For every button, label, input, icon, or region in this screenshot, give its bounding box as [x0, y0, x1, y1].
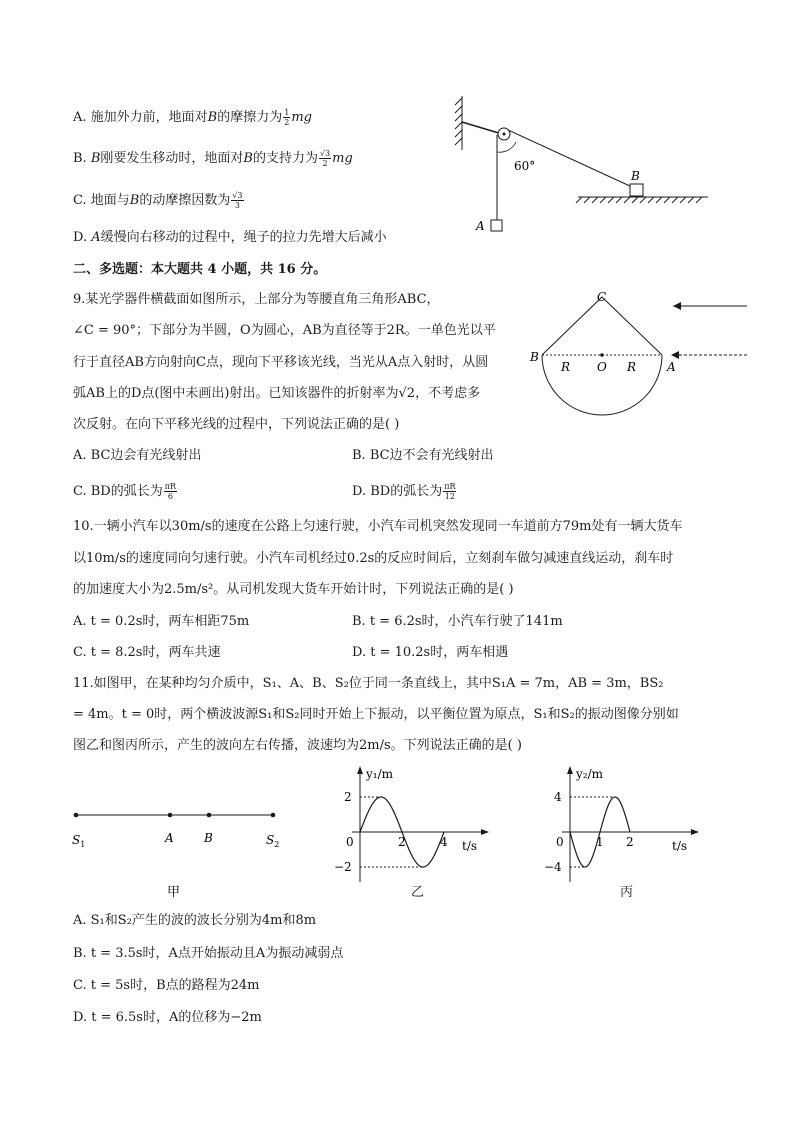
label-a: A — [476, 219, 485, 233]
q10-option-c: C. t = 8.2s时，两车共速 — [73, 645, 221, 660]
caption-yi: 乙 — [411, 885, 425, 900]
x-tick-1: 2 — [398, 835, 406, 849]
triangle-abc — [542, 297, 662, 355]
q10-stem-line3: 的加速度大小为2.5m/s²。从司机发现大货车开始计时，下列说法正确的是( ) — [73, 582, 514, 597]
q9-optics-figure — [525, 285, 785, 445]
x-tick-2: 4 — [440, 835, 448, 849]
y-axis-arrow — [357, 766, 363, 774]
q11-stem-line1: 11.如图甲，在某种均匀介质中，S₁、A、B、S₂位于同一条直线上，其中S₁A = 7m，AB = 3m，BS₂ — [73, 676, 664, 691]
y-tick-pos: 4 — [554, 790, 562, 804]
x-axis-arrow — [691, 829, 699, 835]
q8-option-b: B. B刚要发生移动时，地面对B的支持力为 $\frac{√3}{2}$ mg — [73, 149, 353, 168]
block-b — [630, 184, 643, 196]
center-o — [600, 353, 604, 357]
q9-stem-line1: 9.某光学器件横截面如图所示，上部分为等腰直角三角形ABC， — [73, 292, 440, 307]
block-a — [491, 220, 502, 231]
q10-stem-line2: 以10m/s的速度同向匀速行驶。小汽车司机经过0.2s的反应时间后，立刻刹车做匀减速直线运动，刹车时 — [73, 551, 674, 566]
q10-option-a: A. t = 0.2s时，两车相距75m — [73, 614, 250, 629]
q10-option-b: B. t = 6.2s时，小汽车行驶了141m — [352, 614, 563, 629]
label-b: B — [530, 350, 539, 364]
q11-option-c: C. t = 5s时，B点的路程为24m — [73, 978, 260, 993]
x-tick-2: 2 — [626, 835, 634, 849]
q11-option-a: A. S₁和S₂产生的波的波长分别为4m和8m — [73, 913, 317, 928]
label-a: A — [667, 360, 676, 374]
label-o: O — [597, 360, 607, 374]
fig-bing-chart — [540, 762, 710, 902]
label-b: B — [204, 831, 213, 845]
label-c: C — [597, 290, 607, 304]
q11-stem-line2: = 4m。t = 0时，两个横波波源S₁和S₂同时开始上下振动，以平衡位置为原点，S₁和S₂的振动图像分别如 — [73, 707, 679, 722]
label-r-left: R — [561, 360, 571, 374]
point-a — [168, 813, 173, 818]
q9-option-a: A. BC边会有光线射出 — [73, 448, 202, 463]
q9-stem-line5: 次反射。在向下平移光线的过程中，下列说法正确的是( ) — [73, 417, 400, 432]
q10-option-d: D. t = 10.2s时，两车相遇 — [352, 645, 509, 660]
ground — [576, 197, 708, 203]
label-a: A — [165, 831, 174, 845]
q9-stem-line4: 弧AB上的D点(图中未画出)射出。已知该器件的折射率为√2，不考虑多 — [73, 386, 481, 401]
y-axis-label: y₂/m — [576, 767, 604, 781]
angle-label: 60° — [514, 159, 536, 173]
label-s2: $S_2$ — [266, 833, 280, 849]
point-b — [207, 813, 212, 818]
origin-label: 0 — [346, 835, 354, 849]
q9-option-d: D. BD的弧长为 $\frac{\pi R}{12}$ — [352, 482, 456, 501]
q8-pulley-figure — [450, 90, 720, 240]
fig-jia — [60, 800, 300, 900]
y-tick-neg: −2 — [334, 860, 352, 874]
q9-stem-line2: ∠C = 90°；下部分为半圆，O为圆心，AB为直径等于2R。一单色光以平 — [73, 323, 496, 338]
point-s2 — [271, 813, 276, 818]
q11-option-b: B. t = 3.5s时，A点开始振动且A为振动减弱点 — [73, 946, 344, 961]
caption-jia: 甲 — [167, 885, 181, 900]
q9-stem-line3: 行于直径AB方向射向C点，现向下平移该光线，当光从A点入射时，从圆 — [73, 355, 489, 370]
arrow-head-bottom — [671, 351, 679, 359]
label-s1: $S_1$ — [72, 833, 86, 849]
q9-option-b: B. BC边不会有光线射出 — [352, 448, 494, 463]
y-axis-label: y₁/m — [366, 767, 394, 781]
q11-stem-line3: 图乙和图丙所示，产生的波向左右传播，波速均为2m/s。下列说法正确的是( ) — [73, 738, 522, 753]
q8-option-a: A. 施加外力前，地面对B的摩擦力为 $\frac{1}{2}$ mg — [73, 108, 312, 127]
q11-option-d: D. t = 6.5s时，A的位移为−2m — [73, 1010, 262, 1025]
arrow-head-top — [673, 302, 681, 310]
y-tick-pos: 2 — [344, 790, 352, 804]
q8-option-c: C. 地面与B的动摩擦因数为 $\frac{√3}{3}$ — [73, 191, 243, 210]
y-tick-neg: −4 — [544, 860, 562, 874]
q8-option-d: D. A缓慢向右移动的过程中，绳子的拉力先增大后减小 — [73, 230, 387, 245]
caption-bing: 丙 — [620, 885, 634, 900]
x-axis-label: t/s — [462, 839, 478, 853]
q9-option-c: C. BD的弧长为 $\frac{\pi R}{6}$ — [73, 482, 177, 501]
angle-arc — [497, 142, 516, 152]
label-b: B — [631, 169, 640, 183]
pulley-rod — [462, 122, 502, 134]
y-axis-arrow — [567, 766, 573, 774]
origin-label: 0 — [556, 835, 564, 849]
label-r-right: R — [627, 360, 637, 374]
x-axis-arrow — [481, 829, 489, 835]
section-header-multi-choice: 二、多选题：本大题共 4 小题，共 16 分。 — [73, 262, 327, 277]
x-tick-1: 1 — [596, 835, 604, 849]
fig-yi-chart — [330, 762, 500, 902]
wall — [455, 96, 462, 150]
x-axis-label: t/s — [672, 839, 688, 853]
point-s1 — [74, 813, 79, 818]
q10-stem-line1: 10.一辆小汽车以30m/s的速度在公路上匀速行驶，小汽车司机突然发现同一车道前方79m处有一辆大货车 — [73, 519, 683, 534]
